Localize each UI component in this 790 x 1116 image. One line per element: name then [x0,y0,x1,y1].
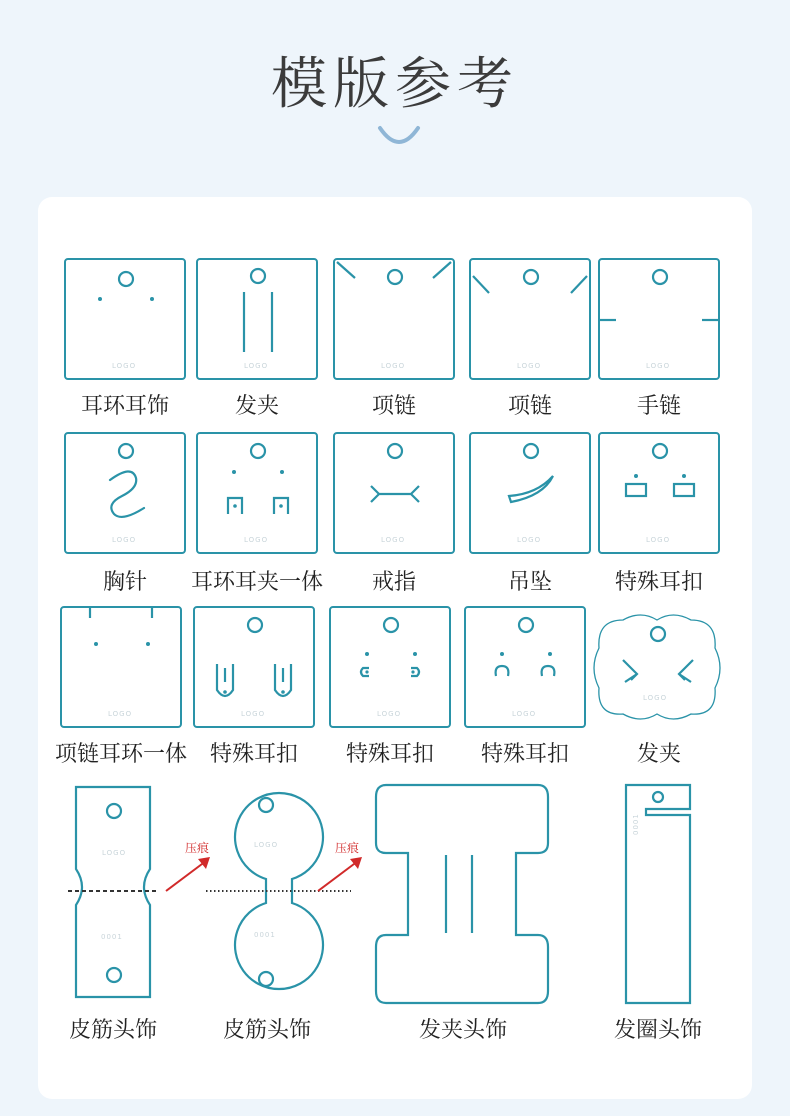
label-brooch: 胸针 [102,570,147,595]
label-necklace-earring: 项链耳环一体 [54,742,187,767]
label-hairclip-cloud: 发夹 [636,742,681,767]
smile-decoration [376,122,422,152]
logo-text: LOGO [517,362,542,370]
logo-text: LOGO [254,841,279,849]
label-hairclip-ibeam: 发夹头饰 [418,1018,507,1043]
page-title: 模版参考 [271,52,519,117]
label-hairband-strip: 皮筋头饰 [68,1018,157,1043]
label-special-earring-1: 特殊耳扣 [614,570,703,595]
code-text: 0001 [632,813,640,835]
label-necklace-1: 项链 [371,394,416,419]
label-scrunchie: 发圈头饰 [613,1018,702,1043]
label-bracelet: 手链 [636,394,681,419]
label-hairclip: 发夹 [234,394,279,419]
code-text: 0001 [101,933,123,941]
label-necklace-2: 项链 [507,394,552,419]
template-card-hairclip-cloud[interactable] [593,612,723,722]
press-label-1: 压痕 [185,841,210,855]
template-card-special-earring-3[interactable] [329,606,451,728]
template-card-brooch[interactable] [64,432,186,554]
logo-text: LOGO [241,710,266,718]
press-label-2: 压痕 [335,841,360,855]
label-hairband-round: 皮筋头饰 [222,1018,311,1043]
label-earring-clip: 耳环耳夹一体 [190,570,323,595]
template-card-necklace-2[interactable] [469,258,591,380]
template-card-scrunchie[interactable] [622,783,694,1007]
label-special-earring-2: 特殊耳扣 [209,742,298,767]
template-card-hairclip-ibeam[interactable] [372,783,552,1007]
label-special-earring-4: 特殊耳扣 [480,742,569,767]
logo-text: LOGO [108,710,133,718]
logo-text: LOGO [377,710,402,718]
template-card-earring-clip[interactable] [196,432,318,554]
press-arrow-2 [314,855,370,895]
logo-text: LOGO [643,694,668,702]
logo-text: LOGO [646,362,671,370]
template-card-ring[interactable] [333,432,455,554]
label-earring: 耳环耳饰 [80,394,169,419]
template-card-necklace-earring[interactable] [60,606,182,728]
logo-text: LOGO [244,362,269,370]
template-card-hairband-strip[interactable] [68,783,158,1003]
logo-text: LOGO [112,362,137,370]
logo-text: LOGO [381,362,406,370]
logo-text: LOGO [112,536,137,544]
template-card-special-earring-1[interactable] [598,432,720,554]
logo-text: LOGO [517,536,542,544]
logo-text: LOGO [646,536,671,544]
logo-text: LOGO [381,536,406,544]
label-special-earring-3: 特殊耳扣 [345,742,434,767]
template-card-special-earring-4[interactable] [464,606,586,728]
label-pendant: 吊坠 [507,570,552,595]
code-text: 0001 [254,931,276,939]
logo-text: LOGO [102,849,127,857]
logo-text: LOGO [244,536,269,544]
template-panel [38,197,752,1099]
template-card-special-earring-2[interactable] [193,606,315,728]
label-ring: 戒指 [371,570,416,595]
template-card-bracelet[interactable] [598,258,720,380]
template-card-earring[interactable] [64,258,186,380]
logo-text: LOGO [512,710,537,718]
template-card-hairclip[interactable] [196,258,318,380]
template-card-necklace-1[interactable] [333,258,455,380]
template-card-pendant[interactable] [469,432,591,554]
